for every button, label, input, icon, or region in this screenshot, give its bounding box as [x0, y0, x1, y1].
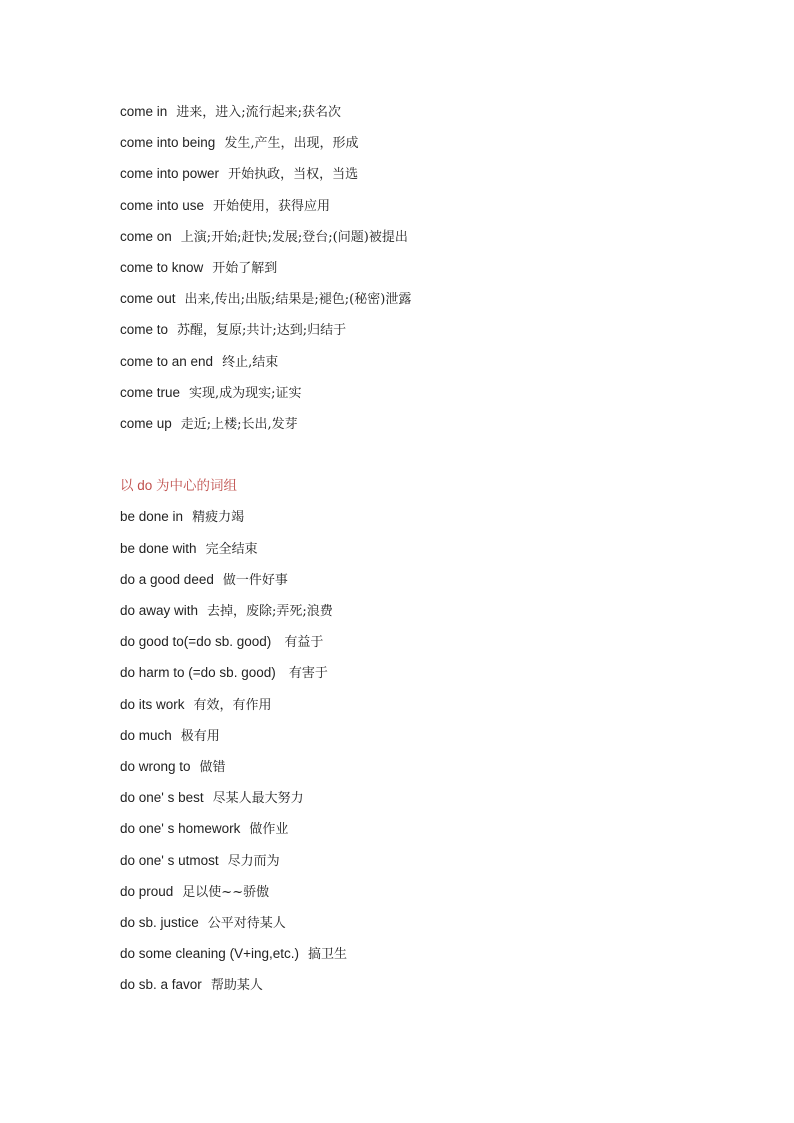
list-item [120, 314, 740, 345]
phrase-term: do good to(=do sb. good) [120, 634, 272, 650]
phrase-term: do proud [120, 883, 174, 899]
phrase-term: do a good deed [120, 571, 214, 587]
list-item [120, 346, 740, 377]
list-item [120, 845, 740, 876]
phrase-term: do its work [120, 696, 185, 712]
list-item [120, 876, 740, 907]
phrase-term: do sb. justice [120, 914, 199, 930]
phrase-meaning: 实现,成为现实;证实 [189, 385, 302, 401]
phrase-term: come into power [120, 166, 220, 182]
phrase-meaning: 有益于 [280, 635, 324, 651]
phrase-term: do harm to (=do sb. good) [120, 665, 276, 681]
phrase-meaning: 足以使~~骄傲 [182, 884, 270, 900]
phrase-meaning: 公平对待某人 [207, 915, 286, 931]
phrase-meaning: 有效，有作用 [193, 697, 272, 713]
list-item [120, 501, 740, 532]
list-item [120, 283, 740, 314]
phrase-term: come in [120, 104, 168, 119]
phrase-meaning: 上演;开始;赶快;发展;登台;(问题)被提出 [180, 229, 408, 245]
phrase-meaning: 苏醒，复原;共计;达到;归结于 [177, 323, 347, 339]
phrase-term: come to an end [120, 353, 214, 369]
list-item [120, 158, 740, 189]
phrase-term: do sb. a favor [120, 977, 202, 993]
phrase-term: come into being [120, 135, 216, 151]
phrase-meaning: 尽某人最大努力 [212, 791, 304, 807]
phrase-meaning: 做作业 [249, 822, 289, 838]
list-item [120, 190, 740, 221]
phrase-meaning: 出来,传出;出版;结果是;褪色;(秘密)泄露 [184, 292, 412, 308]
phrase-meaning: 做一件好事 [222, 572, 288, 588]
list-item [120, 564, 740, 595]
phrase-term: come out [120, 291, 176, 307]
list-item [120, 533, 740, 564]
phrase-term: be done with [120, 540, 197, 556]
phrase-meaning: 帮助某人 [210, 978, 263, 994]
phrase-term: come up [120, 415, 172, 431]
phrase-meaning: 做错 [199, 759, 226, 775]
phrase-term: do one' s homework [120, 821, 241, 837]
phrase-meaning: 极有用 [180, 728, 220, 744]
list-item [120, 377, 740, 408]
section-heading: 以 do 为中心的词组 [120, 478, 238, 494]
phrase-term: do one' s utmost [120, 852, 219, 868]
phrase-term: come to [120, 322, 169, 338]
list-item [120, 252, 740, 283]
phrase-meaning: 终止,结束 [222, 354, 279, 370]
list-item [120, 595, 740, 626]
phrase-meaning: 发生,产生，出现，形成 [224, 136, 359, 152]
list-item [120, 938, 740, 969]
list-item [120, 657, 740, 688]
phrase-meaning: 完全结束 [205, 541, 258, 557]
list-item [120, 813, 740, 844]
phrase-meaning: 进来，进入;流行起来;获名次 [176, 105, 342, 120]
list-item [120, 720, 740, 751]
list-item [120, 408, 740, 439]
list-item [120, 127, 740, 158]
phrase-meaning: 精疲力竭 [192, 510, 245, 526]
phrase-meaning: 开始执政，当权，当选 [228, 167, 359, 183]
phrase-meaning: 开始使用，获得应用 [213, 198, 331, 214]
phrase-term: do one' s best [120, 790, 204, 806]
phrase-meaning: 有害于 [284, 666, 328, 682]
phrase-term: come to know [120, 259, 204, 275]
list-item [120, 969, 740, 1000]
phrase-term: do away with [120, 603, 199, 618]
section-spacer [120, 439, 740, 470]
list-item [120, 626, 740, 657]
list-item [120, 782, 740, 813]
list-item [120, 689, 740, 720]
phrase-meaning: 开始了解到 [212, 260, 278, 276]
list-item [120, 907, 740, 938]
list-item [120, 221, 740, 252]
list-item [120, 96, 740, 127]
phrase-term: do wrong to [120, 758, 191, 774]
phrase-list [120, 96, 740, 1000]
phrase-term: do some cleaning (V+ing,etc.) [120, 946, 299, 962]
phrase-meaning: 走近;上楼;长出,发芽 [180, 416, 298, 432]
phrase-term: come into use [120, 197, 205, 213]
phrase-term: be done in [120, 509, 184, 525]
phrase-term: come true [120, 384, 181, 400]
phrase-meaning: 尽力而为 [227, 853, 280, 869]
phrase-term: do much [120, 727, 172, 743]
list-item [120, 751, 740, 782]
phrase-meaning: 去掉，废除;弄死;浪费 [207, 604, 333, 619]
phrase-term: come on [120, 228, 172, 244]
phrase-meaning: 搞卫生 [307, 947, 347, 963]
